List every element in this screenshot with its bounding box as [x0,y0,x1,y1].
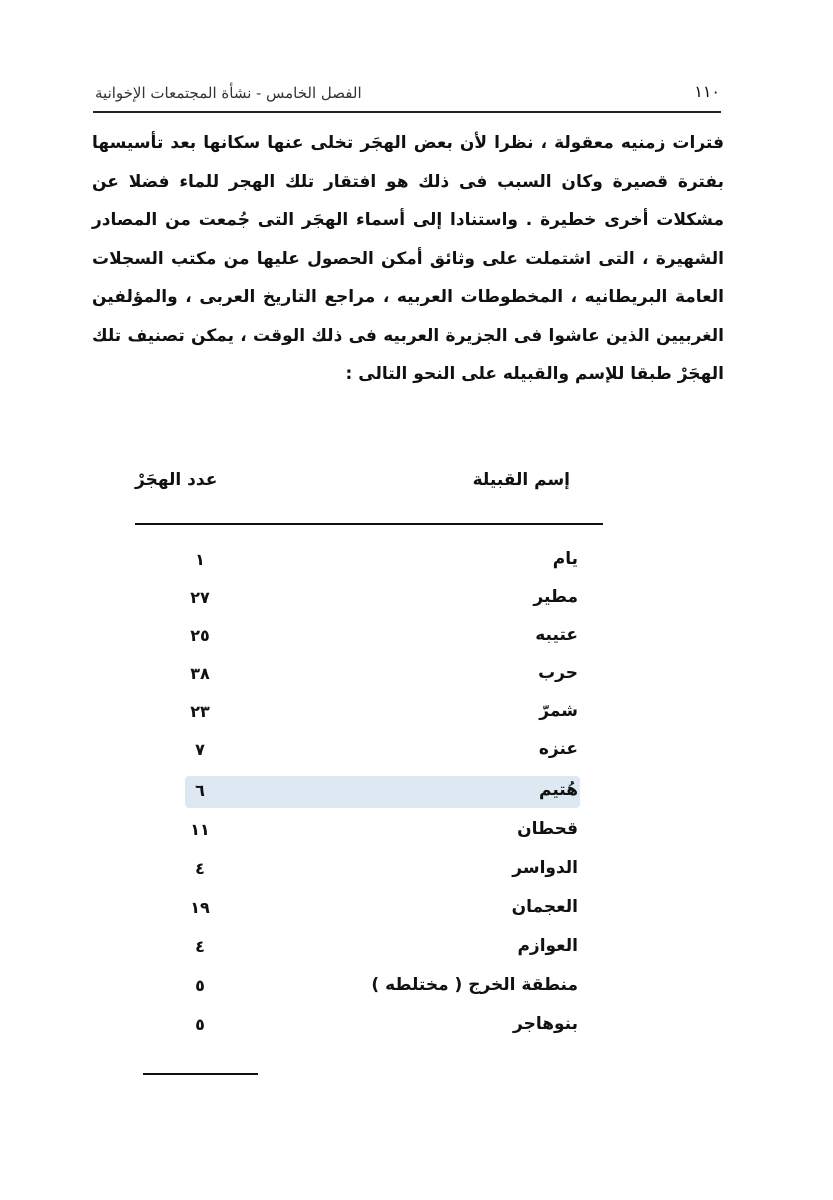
tribe-name: العجمان [511,897,578,917]
tribe-name: الدواسر [512,858,578,878]
running-header [95,82,720,108]
body-paragraph [92,124,724,394]
table-row [185,932,580,964]
tribe-name: حرب [538,663,578,683]
chapter-title: الفصل الخامس - نشأة المجتمعات الإخوانية [95,84,362,102]
hijra-count: ٥ [195,976,205,995]
tribe-name: قحطان [517,819,578,839]
hijra-count: ٢٧ [190,588,210,607]
tribe-name: يام [552,549,578,569]
header-divider [93,111,721,113]
footnote-divider [143,1073,258,1075]
hijra-count: ١١ [190,820,210,839]
hijra-count: ٤ [195,937,205,956]
hijra-count: ٦ [195,781,205,800]
table-row [185,735,580,767]
tribe-name: العوازم [517,936,578,956]
hijra-count: ١ [195,550,205,569]
table-row [185,621,580,653]
hijra-count: ٧ [195,740,205,759]
column-header-count: عدد الهجَرْ [135,470,218,490]
tribe-name: مطير [533,587,578,607]
table-row [185,545,580,577]
tribe-name: هُتيم [539,780,578,800]
table-row [185,893,580,925]
hijra-count: ٢٣ [190,702,210,721]
tribe-name: بنوهاجر [513,1014,578,1034]
hijra-count: ٤ [195,859,205,878]
table-row [185,659,580,691]
tribe-name: عتيبه [535,625,578,645]
page-number: ١١٠ [694,82,720,101]
hijra-count: ٢٥ [190,626,210,645]
tribe-name: منطقة الخرج ( مختلطه ) [371,975,578,995]
table-row [185,697,580,729]
hijra-count: ٣٨ [190,664,210,683]
table-row-highlighted [185,776,580,808]
table-header-divider [135,523,603,525]
table-row [185,583,580,615]
column-header-tribe: إسم القبيلة [472,470,570,490]
hijra-count: ٥ [195,1015,205,1034]
tribe-name: شمرّ [539,701,578,721]
table-row [185,815,580,847]
hijra-count: ١٩ [190,898,210,917]
table-row [185,854,580,886]
tribe-name: عنزه [538,739,578,759]
table-row [185,1010,580,1042]
paragraph-text: فترات زمنيه معقولة ، نظرا لأن بعض الهجَر تخلى عنها سكانها بعد تأسيسها بفترة قصيرة وكان السبب فى ذلك هو افتقار تلك الهجر للماء فضلا عن مشكلات أخرى خطيرة . واستنادا إلى أسماء الهجَر التى جُمعت من المصادر الشهيرة ، التى اشتملت على وثائق أمكن الحصول عليها من مكتب السجلات العامة البريطانيه ، المخطوطات العربيه ، مراجع التاريخ العربى ، والمؤلفين الغربيين الذين عاشوا فى الجزيرة العربيه فى ذلك الوقت ، يمكن تصنيف تلك الهجَرْ طبقا للإسم والقبيله على النحو التالى : [92,133,724,384]
table-row [185,971,580,1003]
